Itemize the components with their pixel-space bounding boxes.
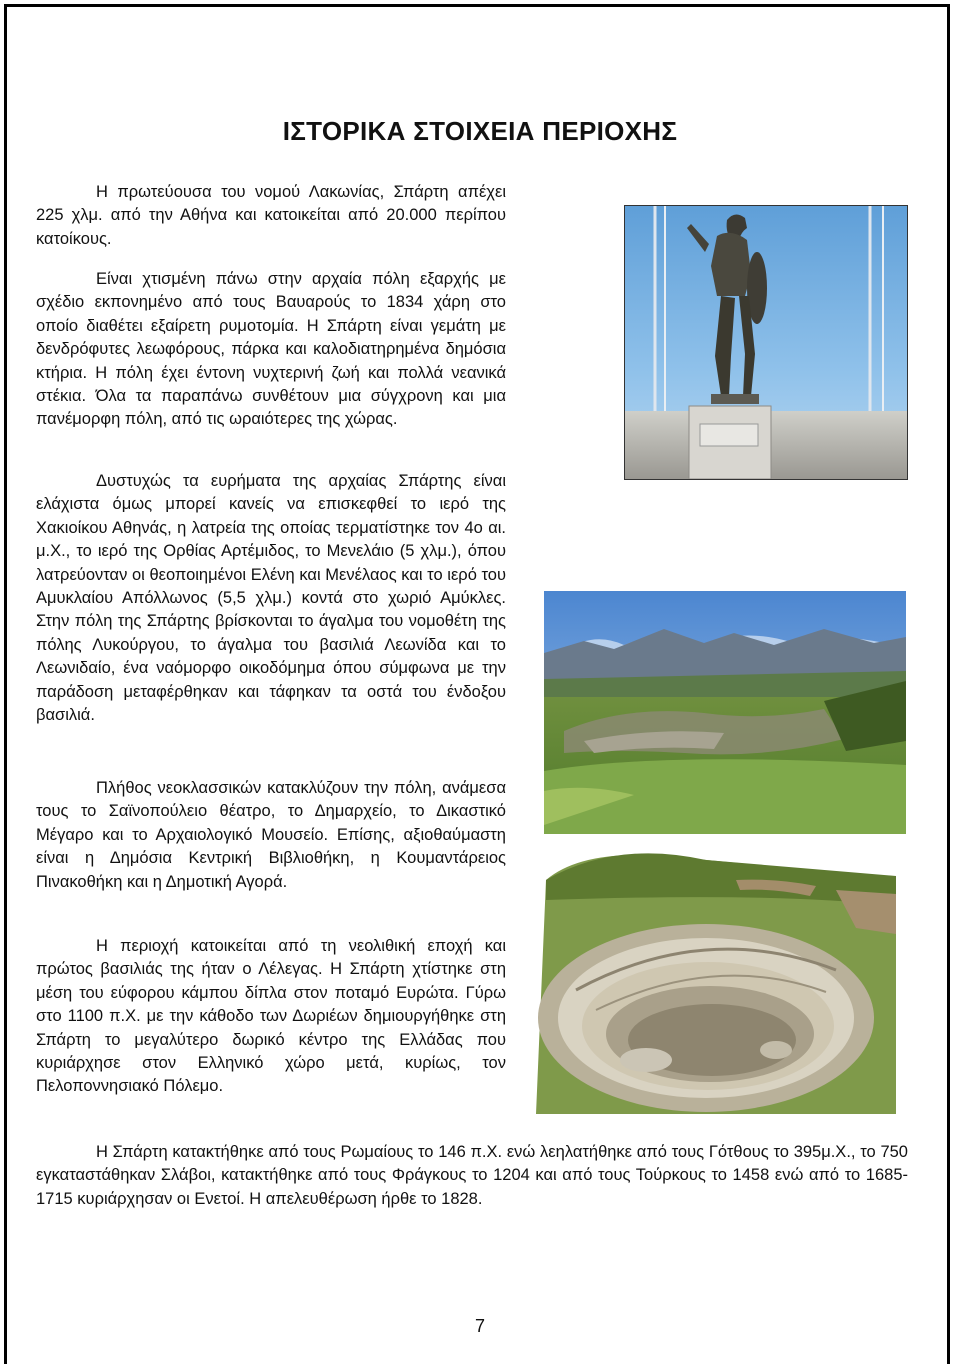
paragraph-2-container bbox=[36, 268, 506, 432]
paragraph-1-container bbox=[36, 181, 506, 251]
ancient-ruins-photo bbox=[544, 591, 906, 834]
paragraph-4-container bbox=[36, 777, 506, 894]
page-number: 7 bbox=[474, 1316, 485, 1336]
paragraph-3-container bbox=[36, 470, 506, 727]
paragraph-2: Είναι χτισμένη πάνω στην αρχαία πόλη εξαρχής με σχέδιο εκπονημένο από τους Βαυαρούς το 1834 χάρη στο οποίο διαθέτει εξαίρετη ρυμοτομία. Η Σπάρτη είναι γεμάτη με δενδρόφυτες λεωφόρους, πάρκα και καλοδιατηρημένα δημόσια κτήρια. Η πόλη έχει έντονη νυχτερινή ζωή και πολλά νεανικά στέκια. Όλα τα παραπάνω συνθέτουν μια σύγχρονη και μια πανέμορφη πόλη, από τις ωραιότερες της χώρας. bbox=[36, 270, 506, 429]
paragraph-5: Η περιοχή κατοικείται από τη νεολιθική εποχή και πρώτος βασιλιάς της ήταν ο Λέλεγας. Η Σπάρτη χτίστηκε στη μέση του εύφορου κάμπου δίπλα στον ποταμό Ευρώτα. Γύρω στο 1100 π.Χ. με την κάθοδο των Δωριέων δημιουργήθηκε στη Σπάρτη το μεγαλύτερο δωρικό κέντρο της Ελλάδας που κυριάρχησε στον Ελληνικό χώρο μετά, κυρίως, τον Πελοποννησιακό Πόλεμο. bbox=[36, 937, 506, 1096]
leonidas-statue-photo bbox=[624, 205, 908, 480]
bottom-paragraph: Η Σπάρτη κατακτήθηκε από τους Ρωμαίους το 146 π.Χ. ενώ λεηλατήθηκε από τους Γότθους το 395μ.Χ., το 750 εγκαταστάθηκαν Σλάβοι, κατακτήθηκε από τους Φράγκους το 1204 και από τους Τούρκους το 1458 ενώ από το 1685-1715 κυριάρχησαν οι Ενετοί. Η απελευθέρωση ήρθε το 1828. bbox=[36, 1143, 908, 1208]
page-title: ΙΣΤΟΡΙΚΑ ΣΤΟΙΧΕΙΑ ΠΕΡΙΟΧΗΣ bbox=[282, 116, 678, 146]
paragraph-5-container bbox=[36, 935, 506, 1099]
paragraph-1: Η πρωτεύουσα του νομού Λακωνίας, Σπάρτη απέχει 225 χλμ. από την Αθήνα και κατοικείται από 20.000 περίπου κατοίκους. bbox=[36, 183, 506, 248]
paragraph-3: Δυστυχώς τα ευρήματα της αρχαίας Σπάρτης είναι ελάχιστα όμως μπορεί κανείς να επισκεφθεί το ιερό της Χακιοίκου Αθηνάς, η λατρεία της οποίας τερματίστηκε τον 4ο αι. μ.Χ., το ιερό της Ορθίας Αρτέμιδος, το Μενελάιο (5 χλμ.), όπου λατρεύονταν οι θεοποιημένοι Ελένη και Μενέλαος και το ιερό του Αμυκλαίου Απόλλωνος (5,5 χλμ.) κοντά στο χωριό Αμύκλες. Στην πόλη της Σπάρτης βρίσκονται το άγαλμα του νομοθέτη της πόλης Λυκούργου, το άγαλμα του βασιλιά Λεωνίδα και το Λεωνιδαίο, ένα ναόμορφο οικοδόμημα όπου σύμφωνα με την παράδοση μεταφέρθηκαν και τάφηκαν τα οστά του ένδοξου βασιλιά. bbox=[36, 472, 506, 725]
paragraph-4: Πλήθος νεοκλασσικών κατακλύζουν την πόλη, ανάμεσα τους το Σαϊνοπούλειο θέατρο, το Δημαρχείο, το Δικαστικό Μέγαρο και το Αρχαιολογικό Μουσείο. Επίσης, αξιοθαύμαστη είναι η Δημόσια Κεντρική Βιβλιοθήκη, η Κουμαντάρειος Πινακοθήκη και η Δημοτική Αγορά. bbox=[36, 779, 506, 891]
stone-pit-photo bbox=[536, 850, 906, 1114]
